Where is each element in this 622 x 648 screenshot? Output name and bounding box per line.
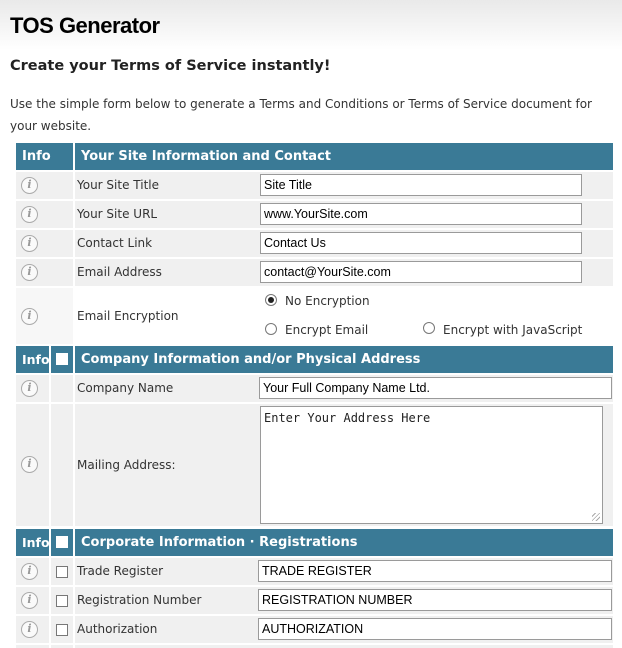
radio-encrypt-email[interactable] (265, 323, 277, 335)
info-icon[interactable]: i (21, 563, 38, 580)
email-encryption-label: Email Encryption (77, 309, 179, 323)
section-title: Your Site Information and Contact (75, 143, 613, 170)
contact-link-input[interactable]: Contact Us (260, 232, 582, 254)
trade-register-checkbox[interactable] (56, 566, 68, 578)
site-url-input[interactable]: www.YourSite.com (260, 203, 582, 225)
info-column-header: Info (16, 346, 49, 373)
page-title: TOS Generator (10, 13, 160, 38)
page-subtitle: Create your Terms of Service instantly! (10, 58, 331, 74)
row-site-title (16, 172, 613, 199)
authorization-input[interactable]: AUTHORIZATION (258, 618, 612, 640)
info-icon[interactable]: i (21, 206, 38, 223)
info-icon[interactable]: i (21, 621, 38, 638)
registration-number-checkbox[interactable] (56, 595, 68, 607)
mailing-address-textarea[interactable] (260, 406, 603, 524)
section-title: Corporate Information · Registrations (75, 529, 613, 556)
radio-no-encryption[interactable] (265, 294, 277, 306)
site-title-label: Your Site Title (77, 178, 160, 192)
company-name-label: Company Name (77, 381, 174, 395)
authorization-checkbox[interactable] (56, 624, 68, 636)
radio-encrypt-javascript[interactable] (423, 322, 435, 334)
info-icon[interactable]: i (21, 177, 38, 194)
info-column-header: Info (16, 143, 73, 170)
row-contact-link (16, 230, 613, 257)
site-title-input[interactable]: Site Title (260, 174, 582, 196)
company-name-input[interactable]: Your Full Company Name Ltd. (259, 377, 612, 399)
section-title: Company Information and/or Physical Address (75, 346, 613, 373)
section-toggle-checkbox[interactable] (56, 353, 68, 365)
contact-link-label: Contact Link (77, 236, 153, 250)
mailing-address-label: Mailing Address: (77, 458, 176, 472)
row-mailing-address (16, 404, 613, 526)
authorization-label: Authorization (77, 622, 158, 636)
registration-number-input[interactable]: REGISTRATION NUMBER (258, 589, 612, 611)
info-icon[interactable]: i (21, 380, 38, 397)
radio-no-encryption-label: No Encryption (285, 294, 370, 308)
registration-number-label: Registration Number (77, 593, 202, 607)
email-input[interactable]: contact@YourSite.com (260, 261, 582, 283)
section-corporate-header (16, 529, 613, 556)
row-company-name (16, 375, 613, 402)
section-toggle-checkbox[interactable] (56, 536, 68, 548)
info-icon[interactable]: i (21, 308, 38, 325)
email-label: Email Address (77, 265, 162, 279)
info-icon[interactable]: i (21, 264, 38, 281)
radio-encrypt-email-label: Encrypt Email (285, 323, 369, 337)
site-url-label: Your Site URL (77, 207, 158, 221)
trade-register-input[interactable]: TRADE REGISTER (258, 560, 612, 582)
row-email-encryption (16, 288, 613, 344)
row-authorization (16, 616, 613, 643)
info-column-header: Info (16, 529, 49, 556)
row-email (16, 259, 613, 286)
section-site-info-header (16, 143, 613, 170)
trade-register-label: Trade Register (77, 564, 164, 578)
info-icon[interactable]: i (21, 456, 38, 473)
mailing-address-value: Enter Your Address Here (264, 411, 431, 425)
row-trade-register (16, 558, 613, 585)
row-site-url (16, 201, 613, 228)
intro-text: Use the simple form below to generate a Terms and Conditions or Terms of Service document for your website. (10, 97, 592, 133)
section-company-header (16, 346, 613, 373)
info-icon[interactable]: i (21, 592, 38, 609)
row-registration-number (16, 587, 613, 614)
resize-grip-icon[interactable] (592, 513, 600, 521)
info-icon[interactable]: i (21, 235, 38, 252)
radio-encrypt-javascript-label: Encrypt with JavaScript (443, 323, 583, 337)
